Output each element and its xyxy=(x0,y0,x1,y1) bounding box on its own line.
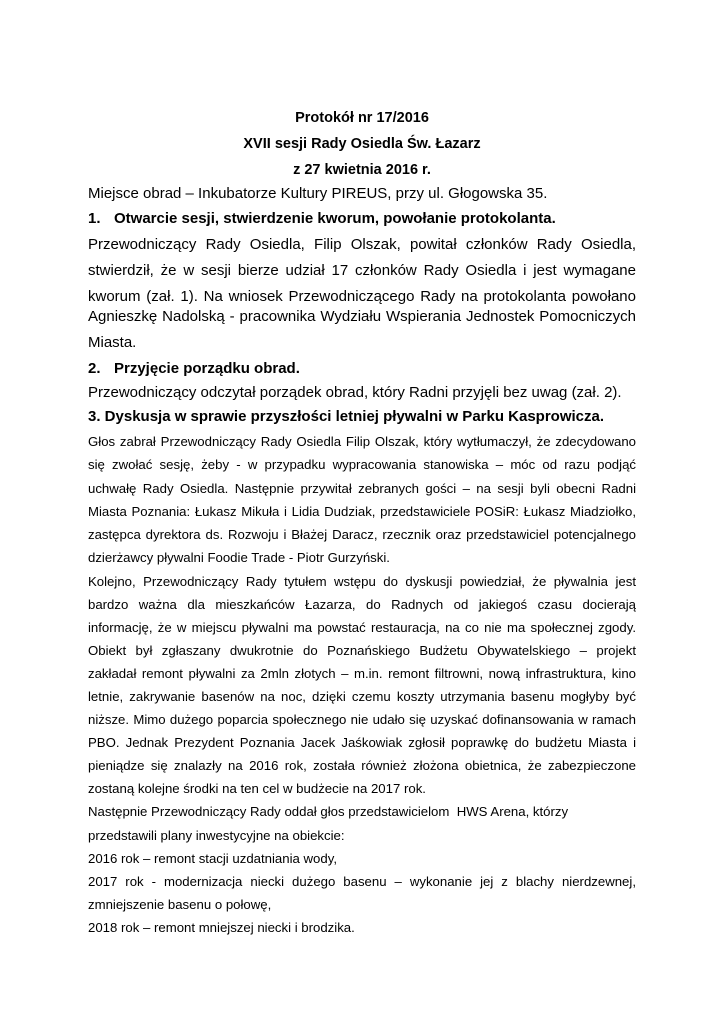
section-3-line: Głos zabrał Przewodniczący Rady Osiedla Filip Olszak, który wytłumaczył, że zdecydowano xyxy=(88,434,636,449)
section-3-line: Następnie Przewodniczący Rady oddał głos przedstawicielom HWS Arena, którzy xyxy=(88,804,569,819)
session-title: XVII sesji Rady Osiedla Św. Łazarz xyxy=(243,136,481,152)
section-2-title: Przyjęcie porządku obrad. xyxy=(114,360,300,377)
section-3-line: 2017 rok - modernizacja niecki dużego basenu – wykonanie jej z blachy nierdzewnej, xyxy=(88,874,636,889)
section-3-line: bardzo ważna dla mieszkańców Łazarza, do Radnych od jakiegoś czasu docierają xyxy=(88,597,636,612)
section-1-line: Przewodniczący Rady Osiedla, Filip Olszak, powitał członków Rady Osiedla, xyxy=(88,236,636,253)
section-1-line: Miasta. xyxy=(88,334,137,351)
section-3-line: się zwołać sesję, żeby - w przypadku wypracowania stanowiska – móc od razu podjąć xyxy=(88,457,636,472)
section-3-line: Kolejno, Przewodniczący Rady tytułem wstępu do dyskusji powiedział, że pływalnia jest xyxy=(88,574,636,589)
section-2-text: Przewodniczący odczytał porządek obrad, który Radni przyjęli bez uwag (zał. 2). xyxy=(88,384,622,401)
section-3-line: zostaną kolejne środki na ten cel w budżecie na 2017 rok. xyxy=(88,781,426,796)
meeting-location: Miejsce obrad – Inkubatorze Kultury PIREUS, przy ul. Głogowska 35. xyxy=(88,185,548,202)
section-3-line: Obiekt był zgłaszany dwukrotnie do Poznańskiego Budżetu Obywatelskiego – projekt xyxy=(88,643,636,658)
section-3-line: zakładał remont pływalni za 2mln złotych – m.in. remont filtrowni, nową infrastruktura, kino xyxy=(88,666,636,681)
section-3-line: przedstawili plany inwestycyjne na obiekcie: xyxy=(88,828,345,843)
section-3-line: niższe. Mimo dużego poparcia społecznego nie udało się uzyskać dofinansowania w ramach xyxy=(88,712,636,727)
section-3-line: zmniejszenie basenu o połowę, xyxy=(88,897,272,912)
section-1-heading xyxy=(88,210,556,227)
session-date: z 27 kwietnia 2016 r. xyxy=(293,162,431,178)
section-1-title: Otwarcie sesji, stwierdzenie kworum, powołanie protokolanta. xyxy=(114,210,556,227)
section-3-line: 2018 rok – remont mniejszej niecki i brodzika. xyxy=(88,920,355,935)
section-1-line: kworum (zał. 1). Na wniosek Przewodniczącego Rady na protokolanta powołano xyxy=(88,288,636,305)
section-3-line: uchwałę Rady Osiedla. Następnie przywitał zebranych gości – na sesji byli obecni Radni xyxy=(88,481,636,496)
section-3-line: informację, że w miejscu pływalni ma powstać restauracja, na co nie ma społecznej zgody. xyxy=(88,620,636,635)
section-1-number: 1. xyxy=(88,210,101,227)
section-3-line: pieniądze się znalazły na 2016 rok, została również złożona obietnica, że zabezpieczone xyxy=(88,758,636,773)
section-1-line: Agnieszkę Nadolską - pracownika Wydziału Wspierania Jednostek Pomocniczych xyxy=(88,308,636,325)
section-3-line: PBO. Jednak Prezydent Poznania Jacek Jaśkowiak zgłosił poprawkę do budżetu Miasta i xyxy=(88,735,636,750)
section-2-number: 2. xyxy=(88,360,101,377)
section-3-line: Miasta Poznania: Łukasz Mikuła i Lidia Dudziak, przedstawiciele POSiR: Łukasz Miadziołko, xyxy=(88,504,636,519)
section-3-heading: 3. Dyskusja w sprawie przyszłości letniej pływalni w Parku Kasprowicza. xyxy=(88,408,605,425)
section-3-line: zastępca dyrektora ds. Rozwoju i Błażej Daracz, rzecznik oraz przedstawiciel potencjalnego xyxy=(88,527,636,542)
section-3-line: dzierżawcy pływalni Foodie Trade - Piotr Gurzyński. xyxy=(88,550,390,565)
section-2-heading xyxy=(88,360,300,377)
section-1-line: stwierdził, że w sesji bierze udział 17 członków Rady Osiedla i jest wymagane xyxy=(88,262,636,279)
document-title: Protokół nr 17/2016 xyxy=(295,110,429,126)
section-3-line: 2016 rok – remont stacji uzdatniania wody, xyxy=(88,851,337,866)
section-3-line: letnie, zakrywanie basenów na noc, dzięki czemu koszty utrzymania basenu mogłyby być xyxy=(88,689,636,704)
